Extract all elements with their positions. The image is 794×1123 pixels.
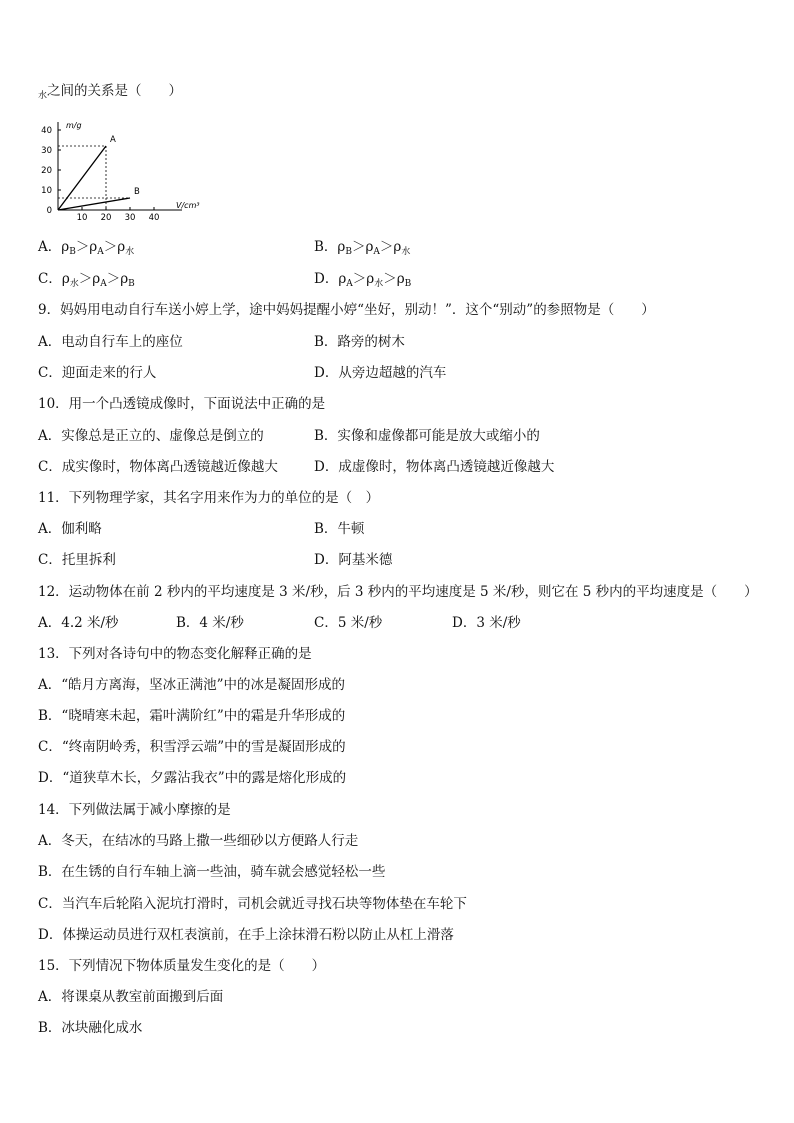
q10-options-row-1 [38,427,758,445]
q10-option-c[interactable]: C．成实像时，物体离凸透镜越近像越大 [38,459,278,475]
q9-stem: 9．妈妈用电动自行车送小婷上学，途中妈妈提醒小婷“坐好，别动！”．这个“别动”的参照物是（ ） [38,302,655,318]
y-axis-label: m/g [66,121,82,130]
x-axis-label: V/cm³ [176,201,200,210]
q8-stem-subscript: 水 [38,91,48,101]
y-tick-label: 40 [41,126,52,136]
q8-option-d[interactable]: D．$\rho_A>\rho_水>\rho_B$ [314,271,412,289]
q12-option-a[interactable]: A．4.2 米/秒 [38,615,119,631]
series-line-a [58,146,106,210]
y-tick-label: 30 [41,146,52,156]
q11-options-row-1 [38,520,758,538]
q10-options-row-2 [38,458,758,476]
q8-option-b[interactable]: B．$\rho_B>\rho_A>\rho_水$ [314,239,411,257]
q10-option-d[interactable]: D．成虚像时，物体离凸透镜越近像越大 [314,459,555,475]
q13-option-d[interactable]: D．“道狭草木长，夕露沾我衣”中的露是熔化形成的 [38,770,347,786]
q12-option-d[interactable]: D．3 米/秒 [452,615,521,631]
q10-option-a[interactable]: A．实像总是正立的、虚像总是倒立的 [38,428,264,444]
q14-option-c[interactable]: C．当汽车后轮陷入泥坑打滑时，司机会就近寻找石块等物体垫在车轮下 [38,896,467,912]
series-label-a: A [110,135,116,145]
mass-volume-chart [36,114,206,226]
q8-stem-text: 之间的关系是（ ） [47,83,183,99]
q14-option-a[interactable]: A．冬天，在结冰的马路上撒一些细砂以方便路人行走 [38,833,359,849]
q12-option-c[interactable]: C．5 米/秒 [314,615,383,631]
q14-stem: 14．下列做法属于减小摩擦的是 [38,802,231,818]
q9-option-c[interactable]: C．迎面走来的行人 [38,365,157,381]
q11-option-a[interactable]: A．伽利略 [38,521,102,537]
q12-stem: 12．运动物体在前 2 秒内的平均速度是 3 米/秒，后 3 秒内的平均速度是 5 米/秒，则它在 5 秒内的平均速度是（ ） [38,584,758,600]
q15-option-b[interactable]: B．冰块融化成水 [38,1020,143,1036]
q10-stem: 10．用一个凸透镜成像时，下面说法中正确的是 [38,396,326,412]
q12-option-b[interactable]: B．4 米/秒 [176,615,244,631]
q8-options-row-2 [38,270,758,288]
q8-options-row-1 [38,238,758,256]
q11-option-b[interactable]: B．牛顿 [314,521,365,537]
q14-option-b[interactable]: B．在生锈的自行车轴上滴一些油，骑车就会感觉轻松一些 [38,864,386,880]
x-tick-label: 10 [76,213,88,223]
q11-option-c[interactable]: C．托里拆利 [38,552,116,568]
q11-options-row-2 [38,551,758,569]
x-tick-label: 30 [124,213,136,223]
q14-option-d[interactable]: D．体操运动员进行双杠表演前，在手上涂抹滑石粉以防止从杠上滑落 [38,927,454,943]
series-line-b [58,198,130,210]
q9-options-row-2 [38,364,758,382]
q13-option-a[interactable]: A．“皓月方离海，坚冰正满池”中的冰是凝固形成的 [38,677,346,693]
y-tick-label: 0 [46,206,52,216]
q13-stem: 13．下列对各诗句中的物态变化解释正确的是 [38,646,312,662]
q13-option-c[interactable]: C．“终南阴岭秀，积雪浮云端”中的雪是凝固形成的 [38,739,346,755]
series-label-b: B [134,187,140,197]
q8-stem [38,82,182,105]
q9-option-a[interactable]: A．电动自行车上的座位 [38,334,183,350]
q11-stem: 11．下列物理学家，其名字用来作为力的单位的是（ ） [38,490,380,506]
q9-option-b[interactable]: B．路旁的树木 [314,334,405,350]
q11-option-d[interactable]: D．阿基米德 [314,552,393,568]
q8-option-c[interactable]: C．$\rho_水>\rho_A>\rho_B$ [38,271,135,289]
q10-option-b[interactable]: B．实像和虚像都可能是放大或缩小的 [314,428,540,444]
q15-option-a[interactable]: A．将课桌从教室前面搬到后面 [38,989,224,1005]
q9-option-d[interactable]: D．从旁边超越的汽车 [314,365,447,381]
q12-options-row [38,614,758,632]
q13-option-b[interactable]: B．“晓晴寒未起，霜叶满阶红”中的霜是升华形成的 [38,708,346,724]
x-tick-label: 20 [100,213,112,223]
y-tick-label: 10 [41,186,52,196]
q9-options-row-1 [38,333,758,351]
y-tick-label: 20 [41,166,52,176]
x-tick-label: 40 [148,213,160,223]
q8-option-a[interactable]: A．$\rho_B>\rho_A>\rho_水$ [38,239,135,257]
q15-stem: 15．下列情况下物体质量发生变化的是（ ） [38,958,326,974]
